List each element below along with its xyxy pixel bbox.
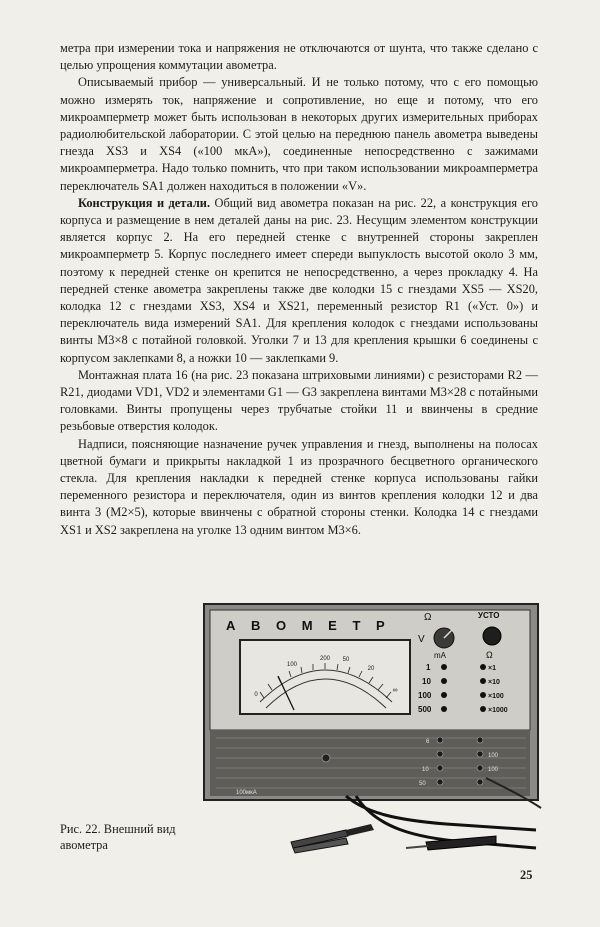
paragraph-4: Монтажная плата 16 (на рис. 23 показана штриховыми линиями) с резисторами R2 — R21, диодами VD1, VD2 и элементами G1 — G3 закреплена винтами М3×28 с потайными головками. Винты пропущены через трубчатые стойки 11 и ввинчены в средние резьбовые отверстия колодок. [60, 367, 538, 434]
test-lead-1 [346, 796, 536, 830]
meter-scale-label: ∞ [392, 687, 398, 694]
lower-label: 10 [422, 767, 429, 773]
ma-range-label: 500 [418, 705, 432, 714]
panel-small-text: 100мкА [236, 790, 257, 796]
section-heading: Конструкция и детали. [78, 195, 211, 210]
probe-icon [406, 836, 496, 850]
knob-label-ma: mA [434, 651, 446, 660]
panel-title: А В О М Е Т Р [226, 618, 391, 633]
figure-caption: Рис. 22. Внешний вид авометра [60, 822, 176, 852]
common-socket [322, 754, 330, 762]
ohm-range-label: ×1 [488, 665, 496, 672]
lower-label: 50 [419, 781, 426, 787]
avometer-photo [196, 598, 546, 866]
ohm-range-label: ×1000 [488, 707, 508, 714]
meter-scale-label: 20 [367, 666, 375, 672]
body-text [60, 40, 538, 539]
ma-range-label: 1 [426, 663, 431, 672]
lower-label: 100 [488, 753, 499, 759]
ohm-range-label: ×10 [488, 679, 500, 686]
page-number: 25 [520, 868, 533, 882]
knob-label-volt: V [418, 634, 425, 645]
ma-range-label: 100 [418, 691, 432, 700]
paragraph-1: метра при измерении тока и напряжения не отключаются от шунта, что также сделано с целью упрощения коммутации авометра. [60, 41, 538, 73]
paragraph-3 [60, 195, 538, 367]
lower-label: 100 [488, 767, 499, 773]
knob-label-ohm: Ω [424, 612, 432, 623]
paragraph-5: Надписи, поясняющие назначение ручек управления и гнезд, выполнены на полосах цветной бумаги и прикрыты накладкой 1 из прозрачного бесцветного органического стекла. Для крепления накладки к передней стенке корпуса использованы гайки переменного резистора и переключателя, один из винтов крепления колодки 12 и два винта 3 (М2×5), которые ввинчены с обратной стороны стенки. Колодка 14 с гнездами XS1 и XS2 закреплена на уголке 13 одним винтом М3×6. [60, 436, 538, 537]
meter-scale-label: 100 [286, 662, 298, 668]
meter-window [240, 640, 410, 714]
meter-scale-label: 50 [342, 657, 350, 663]
lower-label: 6 [426, 739, 430, 745]
alligator-clip-icon [291, 824, 374, 853]
ohm-range-label: ×100 [488, 693, 504, 700]
meter-scale-label: 0 [254, 692, 258, 698]
paragraph-2: Описываемый прибор — универсальный. И не только потому, что с его помощью можно измерять ток, напряжение и сопротивление, но еще и потому, что его микроамперметр может быть использован в некоторых других измерительных приборах радиолюбительской лаборатории. С этой целью на переднюю панель авометра выведены гнезда XS3 и XS4 («100 мкА»), соединенные непосредственно с зажимами микроамперметра. Надо только помнить, что при таком использовании микроамперметра переключатель SA1 должен находиться в положении «V». [60, 75, 538, 193]
meter-scale-label: 200 [319, 656, 331, 662]
ma-range-label: 10 [422, 677, 431, 686]
knob-label-set-zero: УСТО [478, 611, 500, 620]
set-zero-knob [483, 627, 501, 645]
svg-text:Ω: Ω [486, 650, 493, 660]
paragraph-3-text: Общий вид авометра показан на рис. 22, а конструкция его корпуса и размещение в нем деталей даны на рис. 23. Несущим элементом конструкции является корпус 2. На его передней стенке с внутренней стороны закреплен микроамперметр 5. Корпус последнего имеет спереди выпуклость высотой около 3 мм, поэтому к передней стенке он крепится не непосредственно, а через прокладку 4. На передней стенке авометра закреплены также две колодки 15 с гнездами XS5 — XS20, колодка 12 с гнездами XS3, XS4 и XS21, переменный резистор R1 («Уст. 0») и переключатель вида измерений SA1. Для крепления колодок с гнездами использованы винты М3×8 с потайной головкой. Уголки 7 и 13 для крепления крышки 6 соединены с корпусом заклепками 8, а ножки 10 — заклепками 9. [60, 195, 538, 365]
